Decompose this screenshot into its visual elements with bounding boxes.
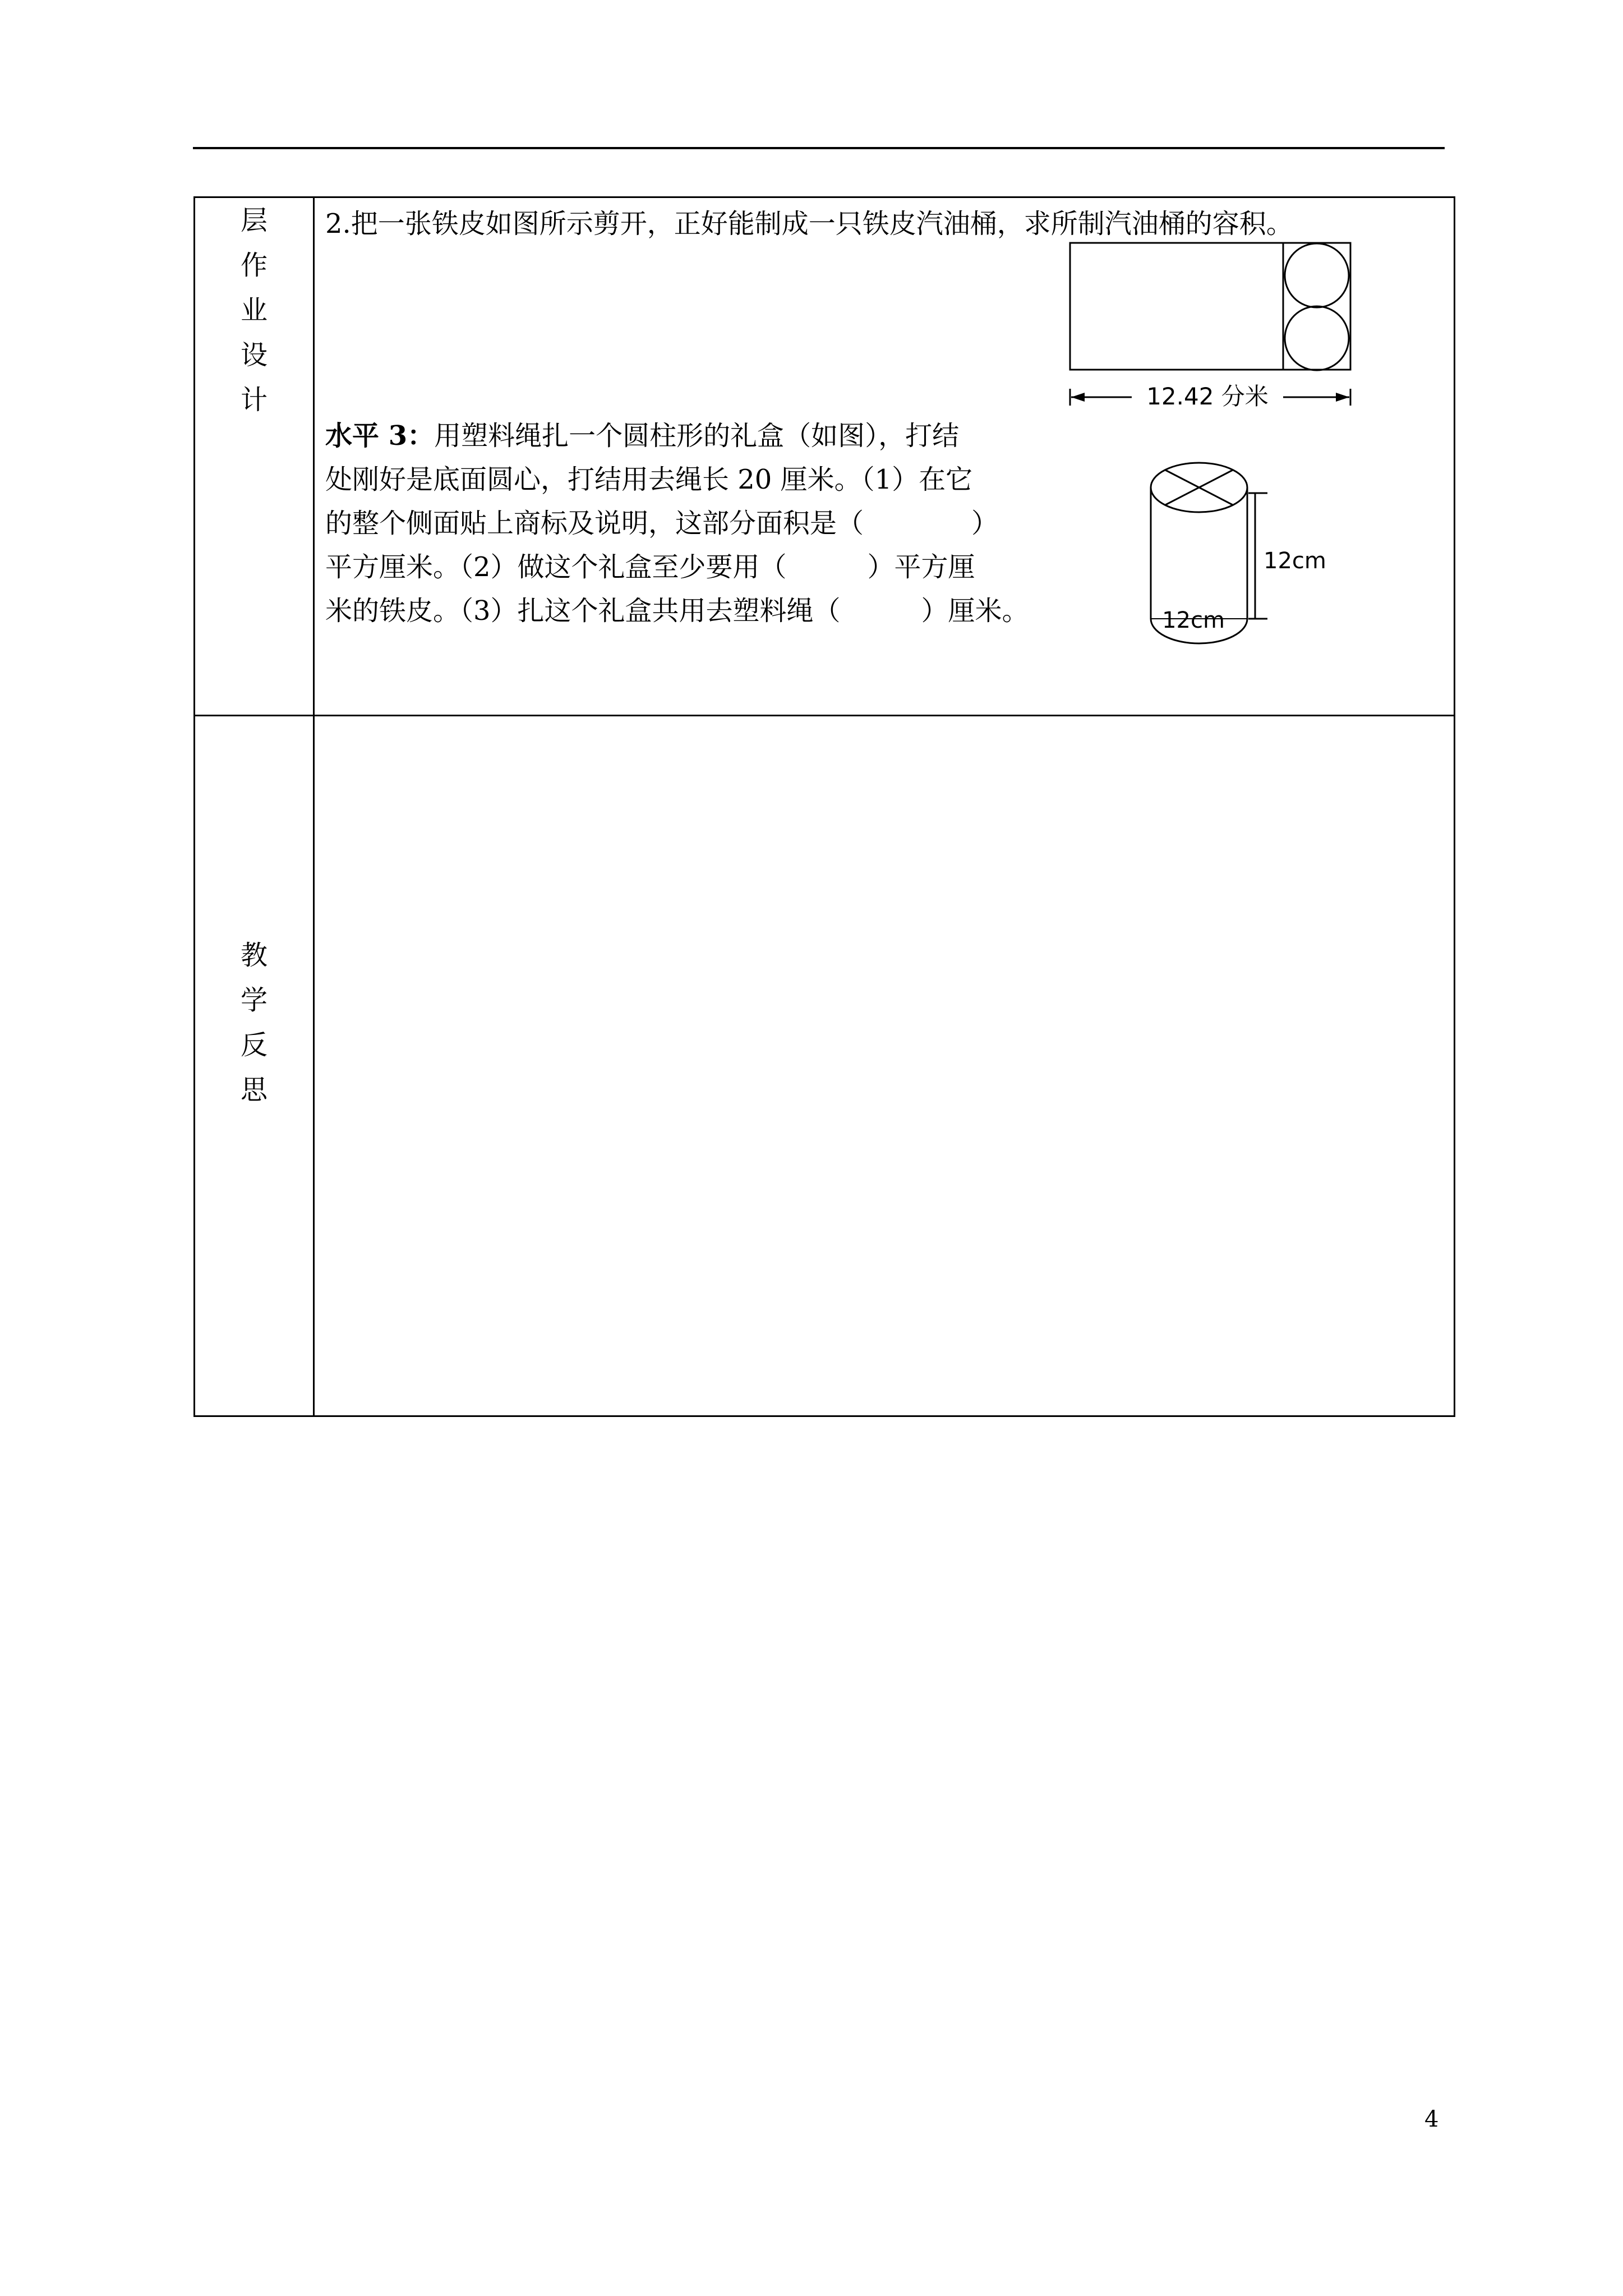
side-label-char: 反 <box>240 1029 268 1061</box>
level-3-line-text: 用塑料绳扎一个圆柱形的礼盒（如图），打结 <box>434 420 960 452</box>
side-label-homework-design <box>195 198 313 422</box>
level-3-block <box>325 414 1054 638</box>
side-label-char: 作 <box>240 250 268 281</box>
level-3-line-3: 的整个侧面贴上商标及说明，这部分面积是（ ） <box>325 508 999 539</box>
top-circle <box>1285 243 1349 307</box>
height-label: 12cm <box>1264 548 1326 574</box>
problem-2-text: 2.把一张铁皮如图所示剪开，正好能制成一只铁皮汽油桶，求所制汽油桶的容积。 <box>325 208 1293 240</box>
column-divider <box>313 198 315 1415</box>
level-3-label: 水平 3： <box>325 420 435 452</box>
header-rule <box>193 147 1445 149</box>
side-label-char: 计 <box>240 384 268 416</box>
side-label-char: 学 <box>240 984 268 1016</box>
iron-sheet-figure <box>1059 237 1373 422</box>
dimension-label: 12.42 分米 <box>1146 383 1269 410</box>
level-3-line-2: 处刚好是底面圆心，打结用去绳长 20 厘米。（1）在它 <box>325 464 973 495</box>
side-label-char: 设 <box>240 339 268 371</box>
side-label-char: 教 <box>240 940 268 971</box>
level-3-line-4: 平方厘米。（2）做这个礼盒至少要用（ ）平方厘 <box>325 551 975 583</box>
side-label-teaching-reflection <box>195 933 313 1112</box>
bottom-circle <box>1285 306 1349 370</box>
side-label-char: 思 <box>240 1074 268 1106</box>
side-label-char: 层 <box>240 205 268 236</box>
lesson-table <box>193 196 1455 1417</box>
diameter-label: 12cm <box>1162 608 1225 633</box>
page-number: 4 <box>1424 2106 1439 2132</box>
side-label-char: 业 <box>240 295 268 326</box>
level-3-line-1 <box>325 414 959 453</box>
cylinder-gift-box-figure <box>1137 456 1362 669</box>
dimension-arrow-right <box>1336 393 1349 402</box>
row-divider <box>195 715 1454 716</box>
level-3-line-5: 米的铁皮。（3）扎这个礼盒共用去塑料绳（ ）厘米。 <box>325 595 1029 627</box>
dimension-arrow-left <box>1071 393 1085 402</box>
